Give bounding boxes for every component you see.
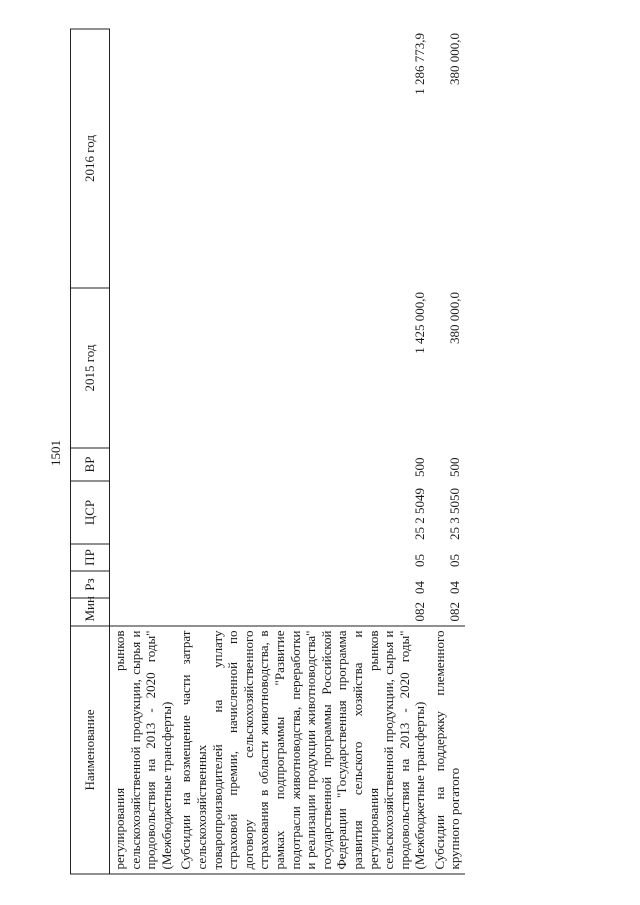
row-vr: 500 — [447, 457, 463, 477]
row-min: 082 — [447, 602, 463, 622]
header-2015: 2015 год — [71, 288, 110, 448]
table-row — [430, 29, 465, 874]
budget-table — [70, 29, 465, 875]
table-row — [110, 29, 177, 874]
row-vr — [110, 448, 177, 481]
row-pr: 05 — [447, 554, 463, 567]
row-name: регулирования рынков сельскохозяйственной продукции, сырья и продовольствия на 2013 - 2020 годы" (Межбюджетные трансферты) — [110, 626, 177, 874]
header-rz: Рз — [71, 571, 110, 598]
row-rz: 04 — [411, 581, 427, 594]
header-2016: 2016 год — [71, 29, 110, 288]
header-pr: ПР — [71, 544, 110, 571]
rotated-page — [70, 30, 640, 875]
row-2016 — [110, 29, 177, 288]
row-2015: 380 000,0 — [447, 292, 463, 344]
row-2015: 1 425 000,0 — [411, 292, 427, 354]
table-row — [176, 29, 430, 874]
row-csr — [110, 481, 177, 544]
row-vr: 500 — [411, 457, 427, 477]
row-2016: 1 286 773,9 — [411, 33, 427, 95]
row-name: Субсидии на поддержку племенного крупного рогатого — [430, 626, 465, 874]
row-name: Субсидии на возмещение части затрат сельскохозяйственных товаропроизводителей на уплату страховой премии, начисленной по договору сельскохозяйственного страхования в области животноводства, в рамках подпрограммы "Развитие подотрасли животноводства, переработки и реализации продукции животноводства" государственной программы Российской Федерации "Государственная программа развития сельского хозяйства и регулирования рынков сельскохозяйственной продукции, сырья и продовольствия на 2013 - 2020 годы" (Межбюджетные трансферты) — [176, 626, 430, 874]
row-min — [110, 598, 177, 626]
table-header-row — [71, 29, 110, 874]
header-vr: ВР — [71, 448, 110, 481]
row-csr: 25 2 5049 — [411, 488, 427, 540]
row-2015 — [110, 288, 177, 448]
page-number: 1501 — [48, 440, 63, 466]
row-pr: 05 — [411, 554, 427, 567]
header-csr: ЦСР — [71, 481, 110, 544]
row-rz: 04 — [447, 581, 463, 594]
row-min: 082 — [411, 602, 427, 622]
row-2016: 380 000,0 — [447, 33, 463, 85]
row-csr: 25 3 5050 — [447, 488, 463, 540]
row-rz — [110, 571, 177, 598]
header-min: Мин — [71, 598, 110, 626]
row-pr — [110, 544, 177, 571]
header-name: Наименование — [71, 626, 110, 874]
